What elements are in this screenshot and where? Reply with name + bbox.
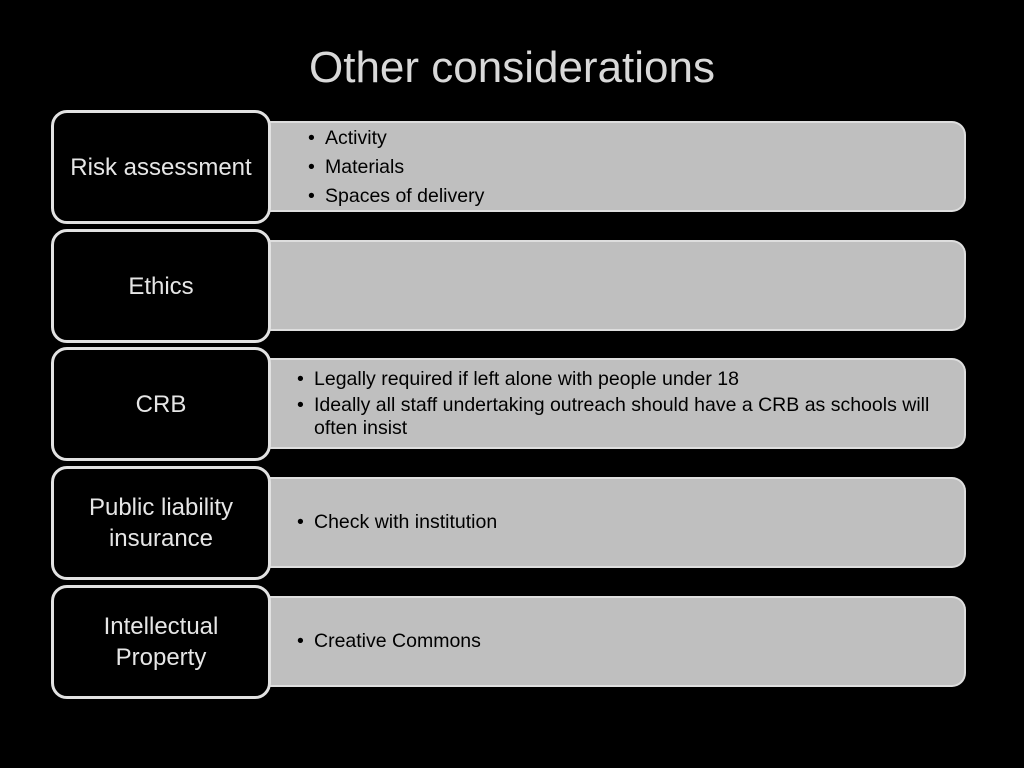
bullet-item: • Check with institution <box>314 511 930 534</box>
category-label-box <box>51 466 271 580</box>
category-label-box <box>51 110 271 224</box>
bullet-item: • Activity <box>325 127 930 150</box>
category-label: Ethics <box>128 272 194 300</box>
content-panel <box>256 358 966 449</box>
row-crb <box>0 347 1024 463</box>
bullet-list <box>256 508 964 537</box>
bullet-list <box>256 365 964 443</box>
category-label-box <box>51 229 271 343</box>
category-label: Intellectual Property <box>103 613 219 671</box>
bullet-item: • Ideally all staff undertaking outreach should have a CRB as schools will often insist <box>314 394 930 440</box>
bullet-list <box>256 627 964 656</box>
bullet-list <box>256 127 964 214</box>
category-label: Public liability insurance <box>88 494 234 552</box>
bullet-item: • Legally required if left alone with people under 18 <box>314 368 930 391</box>
category-label-box <box>51 585 271 699</box>
bullet-item: • Materials <box>325 156 930 179</box>
content-panel <box>256 240 966 331</box>
bullet-item: • Creative Commons <box>314 630 930 653</box>
slide-title: Other considerations <box>309 43 715 92</box>
bullet-item: • Spaces of delivery <box>325 185 930 208</box>
category-label: Risk assessment <box>70 153 252 181</box>
row-public-liability-insurance <box>0 466 1024 582</box>
content-panel <box>256 596 966 687</box>
content-panel <box>256 477 966 568</box>
category-label: CRB <box>135 390 187 418</box>
row-risk-assessment <box>0 110 1024 226</box>
content-panel <box>256 121 966 212</box>
row-ethics <box>0 229 1024 345</box>
row-intellectual-property <box>0 585 1024 701</box>
category-label-box <box>51 347 271 461</box>
